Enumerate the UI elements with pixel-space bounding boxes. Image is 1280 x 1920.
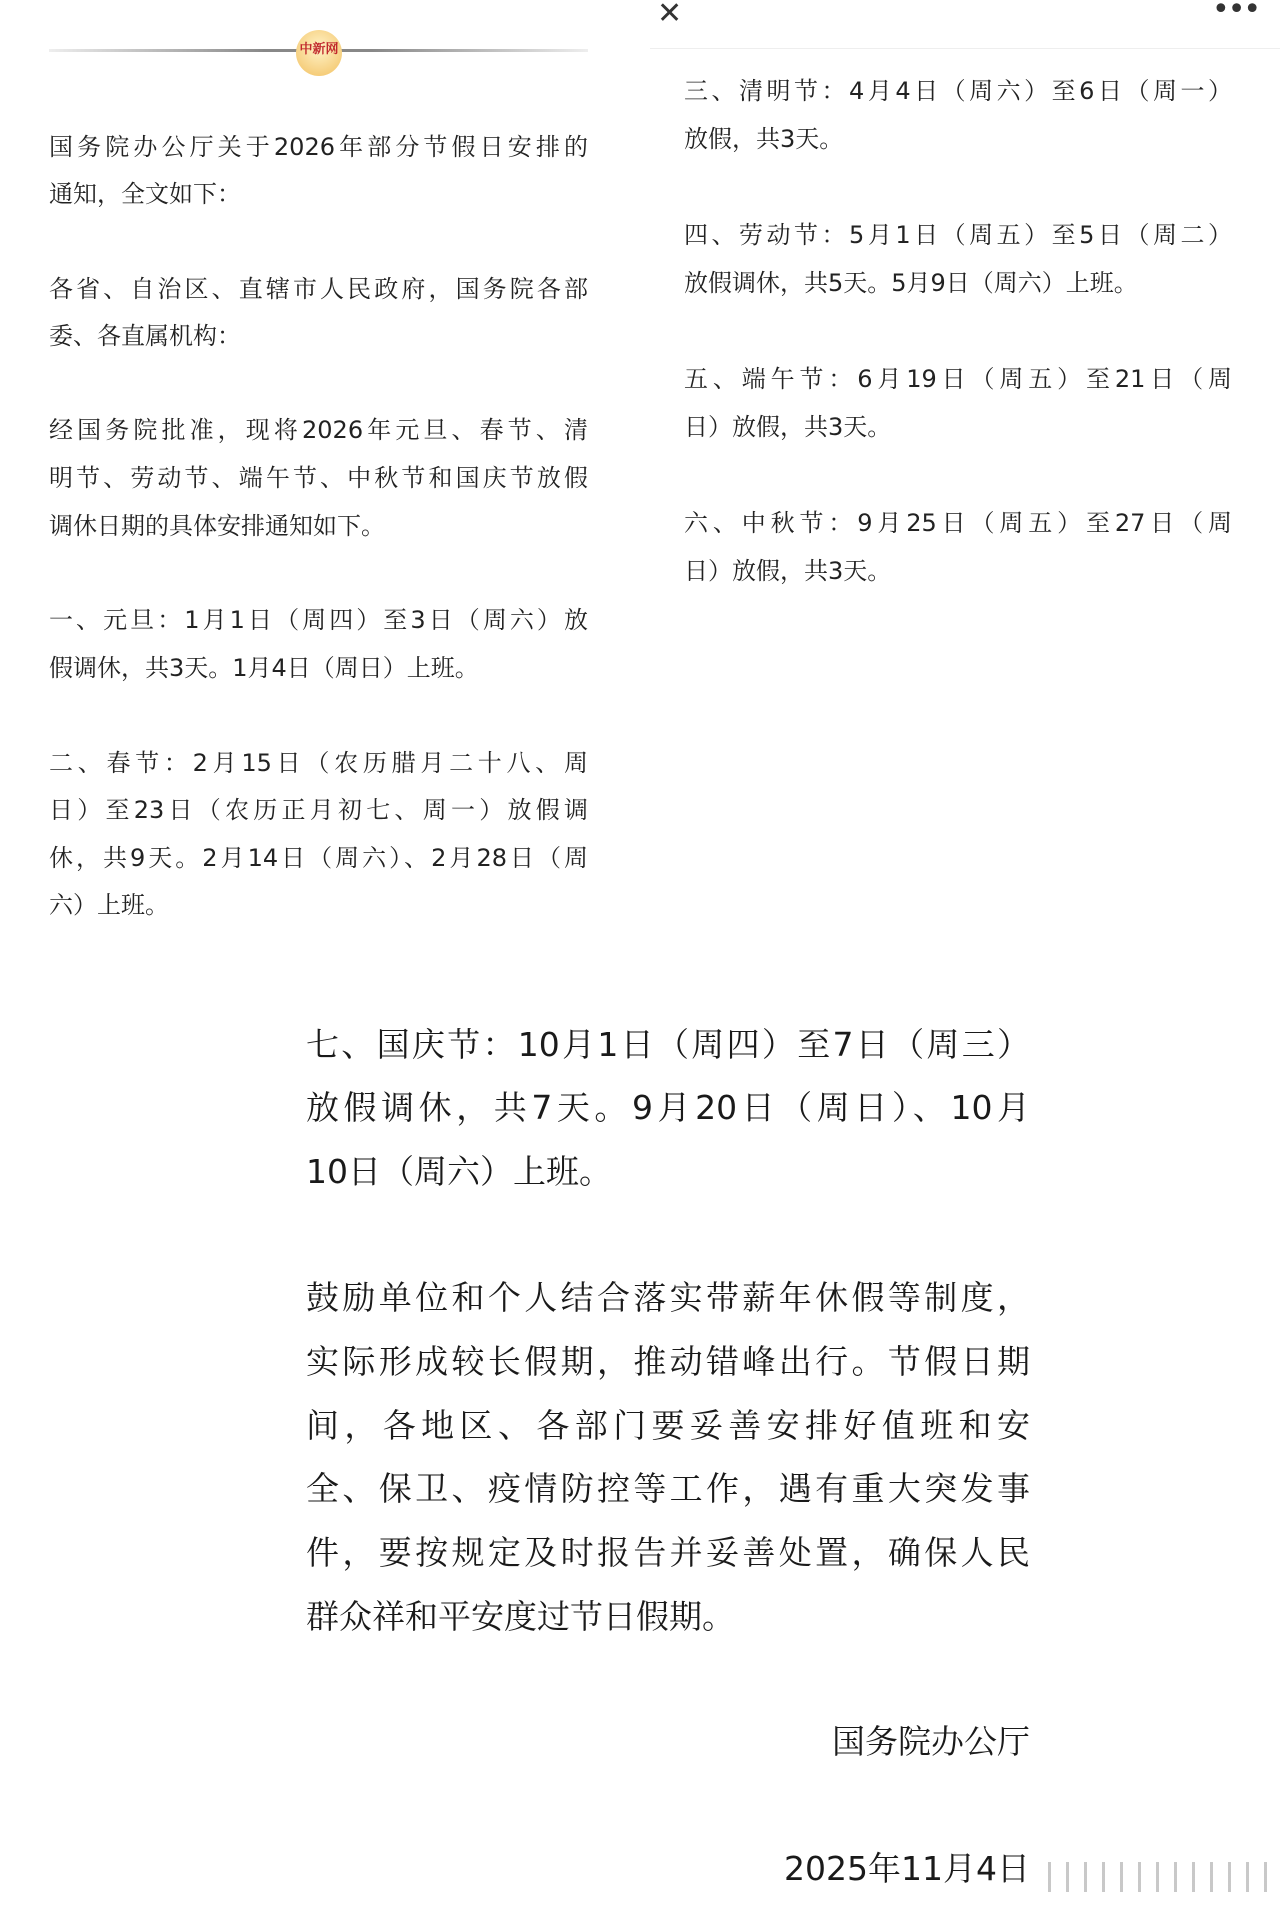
new-year-line: 一、元旦：1月1日（周四）至3日（周六）放 <box>49 606 588 634</box>
national-day-line: 10日（周六）上班。 <box>306 1152 612 1191</box>
intro-line: 通知，全文如下： <box>49 180 241 208</box>
closing-line: 间，各地区、各部门要妥善安排好值班和安 <box>306 1406 1030 1445</box>
preamble-line: 经国务院批准，现将2026年元旦、春节、清 <box>49 416 588 444</box>
spring-festival-line: 二、春节：2月15日（农历腊月二十八、周 <box>49 749 588 777</box>
chinanews-logo: 中新网 <box>296 30 342 76</box>
closing-line: 件，要按规定及时报告并妥善处置，确保人民 <box>306 1533 1030 1572</box>
labor-day-line: 放假调休，共5天。5月9日（周六）上班。 <box>684 269 1138 297</box>
addressee-line: 委、各直属机构： <box>49 322 241 350</box>
preamble-line: 调休日期的具体安排通知如下。 <box>49 512 385 540</box>
spring-festival-line: 休，共9天。2月14日（周六）、2月28日（周 <box>49 844 588 872</box>
qingming-line: 放假，共3天。 <box>684 125 844 153</box>
date: 2025年11月4日 <box>784 1849 1030 1888</box>
watermark <box>1040 1862 1270 1892</box>
dragon-boat-line: 日）放假，共3天。 <box>684 413 892 441</box>
close-icon[interactable]: ✕ <box>657 0 683 31</box>
qingming-line: 三、清明节：4月4日（周六）至6日（周一） <box>684 77 1232 105</box>
national-day-line: 放假调休，共7天。9月20日（周日）、10月 <box>306 1088 1030 1127</box>
closing-line: 全、保卫、疫情防控等工作，遇有重大突发事 <box>306 1469 1030 1508</box>
mid-autumn-line: 日）放假，共3天。 <box>684 557 892 585</box>
closing-line: 实际形成较长假期，推动错峰出行。节假日期 <box>306 1342 1030 1381</box>
mid-autumn-line: 六、中秋节：9月25日（周五）至27日（周 <box>684 509 1232 537</box>
addressee-line: 各省、自治区、直辖市人民政府，国务院各部 <box>49 275 588 303</box>
spring-festival-line: 日）至23日（农历正月初七、周一）放假调 <box>49 796 588 824</box>
more-icon[interactable]: ••• <box>1212 0 1260 27</box>
national-day-line: 七、国庆节：10月1日（周四）至7日（周三） <box>306 1025 1030 1064</box>
preamble-line: 明节、劳动节、端午节、中秋节和国庆节放假 <box>49 464 588 492</box>
toolbar-divider <box>650 48 1280 49</box>
closing-line: 鼓励单位和个人结合落实带薪年休假等制度， <box>306 1278 1030 1317</box>
spring-festival-line: 六）上班。 <box>49 891 169 919</box>
closing-line: 群众祥和平安度过节日假期。 <box>306 1597 735 1636</box>
dragon-boat-line: 五、端午节：6月19日（周五）至21日（周 <box>684 365 1232 393</box>
labor-day-line: 四、劳动节：5月1日（周五）至5日（周二） <box>684 221 1232 249</box>
new-year-line: 假调休，共3天。1月4日（周日）上班。 <box>49 654 479 682</box>
intro-line: 国务院办公厅关于2026年部分节假日安排的 <box>49 133 588 161</box>
signature: 国务院办公厅 <box>832 1722 1030 1761</box>
